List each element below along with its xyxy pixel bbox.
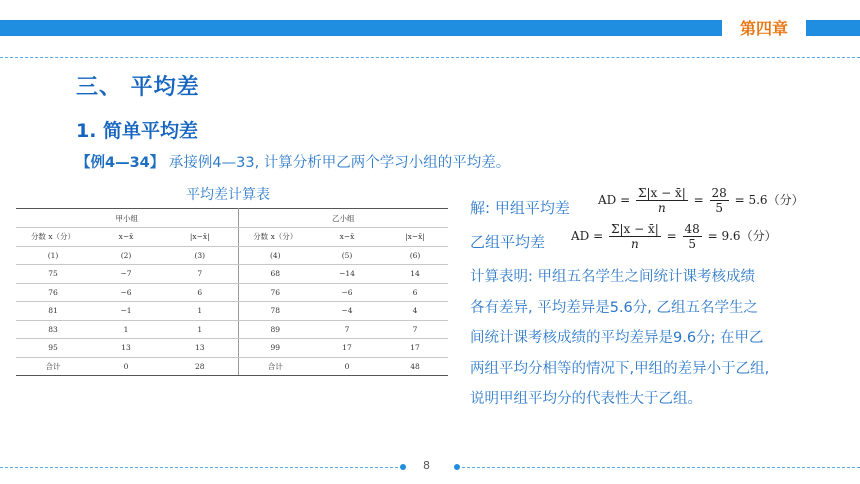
solution-label-b: 乙组平均差 xyxy=(470,233,546,251)
table-cell: 68 xyxy=(238,265,312,284)
conclusion-line: 两组平均分相等的情况下,甲组的差异小于乙组, xyxy=(470,360,770,377)
table-cell: 78 xyxy=(238,302,312,321)
formula-denominator: n xyxy=(658,201,666,215)
table-column-header xyxy=(16,228,448,247)
table-cell: 1 xyxy=(162,302,238,321)
subsection-title: 1. 简单平均差 xyxy=(76,120,199,142)
formula-denominator: 5 xyxy=(688,237,696,251)
formula-group-a xyxy=(598,186,804,215)
table-cell: 75 xyxy=(16,265,90,284)
table-cell: 1 xyxy=(162,320,238,339)
formula-result: = 9.6（分） xyxy=(707,229,777,243)
example-tag: 【例4—34】 xyxy=(76,155,165,171)
conclusion-line: 各有差异, 平均差异是5.6分, 乙组五名学生之 xyxy=(470,299,758,316)
formula-equals: = xyxy=(693,193,704,207)
page-number: 8 xyxy=(423,459,430,472)
table-row xyxy=(16,302,448,321)
table-cell: −6 xyxy=(90,283,162,302)
table-cell: 4 xyxy=(382,302,448,321)
table-cell: −6 xyxy=(312,283,382,302)
formula-equals: = xyxy=(666,229,677,243)
table-cell: 99 xyxy=(238,339,312,358)
table-group-header xyxy=(16,209,448,228)
table-row xyxy=(16,320,448,339)
table-row xyxy=(16,265,448,284)
table-cell: 13 xyxy=(162,339,238,358)
footer-dot-right xyxy=(454,464,460,470)
formula-denominator: n xyxy=(631,237,639,251)
header-divider xyxy=(0,57,860,58)
formula-numerator: 28 xyxy=(711,186,727,200)
formula-fraction-value xyxy=(710,186,729,215)
formula-fraction-value xyxy=(683,222,702,251)
formula-lhs: AD = xyxy=(598,193,631,207)
chapter-label: 第四章 xyxy=(740,19,789,38)
table-cell: 合计 xyxy=(16,357,90,376)
column-header: x−x̄ xyxy=(312,228,382,247)
conclusion-line: 说明甲组平均分的代表性大于乙组。 xyxy=(470,391,702,407)
table-cell: 76 xyxy=(16,283,90,302)
table-cell: 1 xyxy=(90,320,162,339)
solution-label-a: 解: 甲组平均差 xyxy=(470,199,570,217)
table-caption: 平均差计算表 xyxy=(186,187,270,203)
conclusion-line: 计算表明: 甲组五名学生之间统计课考核成绩 xyxy=(470,269,755,285)
formula-lhs: AD = xyxy=(571,229,604,243)
table-cell: 合计 xyxy=(238,357,312,376)
table-cell: 0 xyxy=(312,357,382,376)
table-cell: 17 xyxy=(382,339,448,358)
footer-divider-right xyxy=(462,467,860,468)
column-header: |x−x̄| xyxy=(382,228,448,247)
table-cell: −7 xyxy=(90,265,162,284)
footer-divider-left xyxy=(0,467,398,468)
table-cell: 6 xyxy=(162,283,238,302)
formula-fraction xyxy=(609,222,661,251)
column-header: |x−x̄| xyxy=(162,228,238,247)
table-row xyxy=(16,283,448,302)
table-cell: 48 xyxy=(382,357,448,376)
formula-numerator: Σ|x − x̄| xyxy=(637,186,686,200)
conclusion-line: 间统计课考核成绩的平均差异是9.6分; 在甲乙 xyxy=(470,330,764,346)
table-cell: 6 xyxy=(382,283,448,302)
conclusion-paragraph xyxy=(470,262,855,415)
formula-numerator: 48 xyxy=(684,222,700,236)
group-b-header: 乙小组 xyxy=(238,209,448,228)
column-header: 分数 x（分） xyxy=(16,228,90,247)
header-bar xyxy=(0,20,722,36)
table-cell: 76 xyxy=(238,283,312,302)
table-cell: 7 xyxy=(382,320,448,339)
table-cell: 83 xyxy=(16,320,90,339)
table-cell: 7 xyxy=(312,320,382,339)
table-cell: −4 xyxy=(312,302,382,321)
column-number: (6) xyxy=(382,246,448,265)
table-cell: 14 xyxy=(382,265,448,284)
column-number: (3) xyxy=(162,246,238,265)
formula-numerator: Σ|x − x̄| xyxy=(610,222,659,236)
table-cell: 0 xyxy=(90,357,162,376)
section-title: 三、 平均差 xyxy=(76,75,200,100)
table-cell: 13 xyxy=(90,339,162,358)
table-cell: 28 xyxy=(162,357,238,376)
table-total-row xyxy=(16,357,448,376)
column-header: x−x̄ xyxy=(90,228,162,247)
table-row xyxy=(16,339,448,358)
column-number: (1) xyxy=(16,246,90,265)
table-cell: −1 xyxy=(90,302,162,321)
formula-fraction xyxy=(636,186,688,215)
formula-denominator: 5 xyxy=(715,201,723,215)
mean-deviation-table xyxy=(16,208,448,376)
column-number: (4) xyxy=(238,246,312,265)
table-cell: −14 xyxy=(312,265,382,284)
table-cell: 7 xyxy=(162,265,238,284)
formula-group-b xyxy=(571,222,777,251)
table-cell: 95 xyxy=(16,339,90,358)
table-cell: 17 xyxy=(312,339,382,358)
header-bar-right xyxy=(806,20,860,36)
column-number: (5) xyxy=(312,246,382,265)
table-cell: 89 xyxy=(238,320,312,339)
example-text: 承接例4—33, 计算分析甲乙两个学习小组的平均差。 xyxy=(168,155,511,171)
column-header: 分数 x（分） xyxy=(238,228,312,247)
group-a-header: 甲小组 xyxy=(16,209,238,228)
example-statement xyxy=(76,151,510,172)
column-number: (2) xyxy=(90,246,162,265)
footer-dot-left xyxy=(400,464,406,470)
formula-result: = 5.6（分） xyxy=(734,193,804,207)
table-column-numbers xyxy=(16,246,448,265)
table-cell: 81 xyxy=(16,302,90,321)
